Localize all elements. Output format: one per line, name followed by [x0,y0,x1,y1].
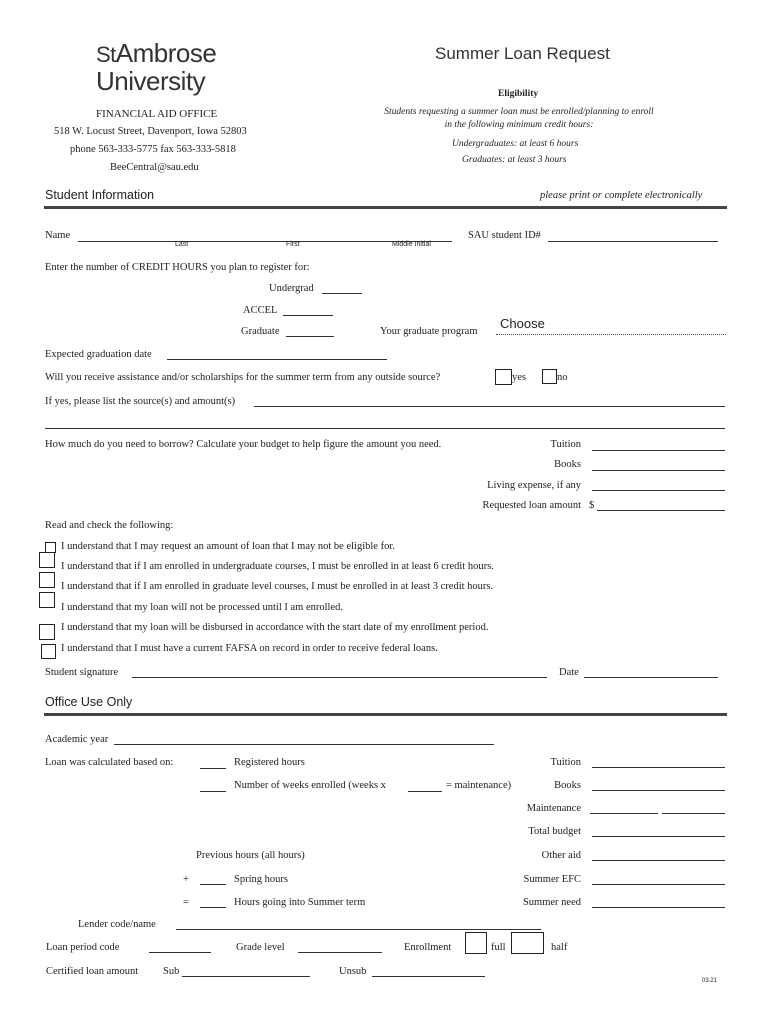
statement-checkbox-3[interactable] [39,572,55,588]
office-address: 518 W. Locust Street, Davenport, Iowa 52803 [54,126,247,137]
calc-based-label: Loan was calculated based on: [45,757,174,768]
unsub-input[interactable] [372,976,485,977]
plus-sign: + [183,874,189,885]
statement-checkbox-6[interactable] [41,644,56,659]
first-caption: First [286,241,300,248]
weeks-blank[interactable] [200,791,226,792]
logo-saint: St [96,42,116,67]
assistance-question: Will you receive assistance and/or scholarships for the summer term from any outside source? [45,372,441,383]
expected-grad-label: Expected graduation date [45,349,152,360]
half-label: half [551,942,568,953]
half-checkbox[interactable] [511,932,544,954]
equals-sign: = [183,897,189,908]
office-tuition-label: Tuition [550,757,581,768]
middle-caption: Middle Initial [392,241,431,248]
logo-university: University [96,66,206,96]
date-label: Date [559,667,579,678]
loan-period-label: Loan period code [46,942,120,953]
loan-period-input[interactable] [149,952,211,953]
student-id-input[interactable] [548,241,718,242]
expected-grad-input[interactable] [167,359,387,360]
other-aid-input[interactable] [592,860,725,861]
grad-program-label: Your graduate program [380,326,478,337]
office-tuition-input[interactable] [592,767,725,768]
grad-requirement: Graduates: at least 3 hours [462,155,567,165]
logo-ambrose: Ambrose [115,38,217,68]
summer-hours-label: Hours going into Summer term [234,897,366,908]
sources-input-line2[interactable] [45,428,725,429]
sub-input[interactable] [182,976,310,977]
office-name: FINANCIAL AID OFFICE [96,108,218,120]
name-label: Name [45,230,71,241]
read-check-label: Read and check the following: [45,520,174,531]
summer-need-label: Summer need [522,897,581,908]
books-input[interactable] [592,470,725,471]
undergrad-hours-input[interactable] [322,293,362,294]
student-info-heading: Student Information [45,188,155,202]
office-phone-fax: phone 563-333-5775 fax 563-333-5818 [70,144,236,155]
date-input[interactable] [584,677,718,678]
grade-level-input[interactable] [298,952,382,953]
no-checkbox[interactable] [542,369,557,384]
no-label: no [557,372,568,383]
footer-code: 03.21 [702,978,718,984]
statement-3: I understand that if I am enrolled in graduate level courses, I must be enrolled in at least 3 credit hours. [61,581,494,592]
statement-checkbox-2[interactable] [39,552,55,568]
lender-input[interactable] [176,929,541,930]
spring-hours-label: Spring hours [234,874,288,885]
tuition-input[interactable] [592,450,725,451]
sub-label: Sub [163,966,180,977]
office-books-input[interactable] [592,790,725,791]
registered-hours-blank[interactable] [200,768,226,769]
sources-label: If yes, please list the source(s) and amount(s) [45,396,236,407]
living-input[interactable] [592,490,725,491]
credit-prompt: Enter the number of CREDIT HOURS you plan to register for: [45,262,310,273]
office-maintenance-input-b[interactable] [662,813,725,814]
grade-level-label: Grade level [236,942,285,953]
office-use-heading: Office Use Only [45,695,133,709]
yes-checkbox[interactable] [495,369,512,385]
weeks-enrolled-label: Number of weeks enrolled (weeks x [234,780,386,791]
academic-year-label: Academic year [45,734,109,745]
grad-program-select[interactable] [496,316,726,335]
unsub-label: Unsub [339,966,367,977]
statement-4: I understand that my loan will not be processed until I am enrolled. [61,602,343,613]
eligibility-text: Students requesting a summer loan must be enrolled/planning to enroll in the following minimum credit hours: [384,107,654,130]
last-caption: Last [175,241,189,248]
previous-hours-label: Previous hours (all hours) [196,850,305,861]
academic-year-input[interactable] [114,744,494,745]
spring-hours-blank[interactable] [200,884,226,885]
certified-amount-label: Certified loan amount [46,966,139,977]
office-divider [44,713,727,716]
weeks-multiplier-blank[interactable] [408,791,442,792]
accel-label: ACCEL [243,305,278,316]
signature-label: Student signature [45,667,119,678]
summer-need-input[interactable] [592,907,725,908]
registered-hours-label: Registered hours [234,757,305,768]
tuition-label: Tuition [550,439,581,450]
section-divider [44,206,727,209]
total-budget-input[interactable] [592,836,725,837]
requested-label: Requested loan amount [482,500,581,511]
accel-hours-input[interactable] [283,315,333,316]
signature-input[interactable] [132,677,547,678]
statement-checkbox-5[interactable] [39,624,55,640]
total-budget-label: Total budget [528,826,581,837]
print-note: please print or complete electronically [540,190,703,201]
statement-1: I understand that I may request an amount of loan that I may not be eligible for. [61,541,395,552]
books-label: Books [554,459,581,470]
eligibility-title: Eligibility [498,89,539,99]
summer-efc-input[interactable] [592,884,725,885]
yes-label: yes [512,372,526,383]
dollar-sign: $ [589,500,595,511]
graduate-label: Graduate [241,326,280,337]
maintenance-eq-label: = maintenance) [446,780,512,791]
summer-efc-label: Summer EFC [523,874,581,885]
borrow-question: How much do you need to borrow? Calculate your budget to help figure the amount you need. [45,439,442,450]
graduate-hours-input[interactable] [286,336,334,337]
form-title: Summer Loan Request [435,44,610,63]
office-maintenance-label: Maintenance [526,803,581,814]
office-books-label: Books [554,780,581,791]
full-label: full [491,942,506,953]
requested-input[interactable] [597,510,725,511]
summer-hours-blank[interactable] [200,907,226,908]
other-aid-label: Other aid [541,850,581,861]
undergrad-requirement: Undergraduates: at least 6 hours [452,139,579,149]
student-id-label: SAU student ID# [468,230,541,241]
full-checkbox[interactable] [465,932,487,954]
sources-input-line1[interactable] [254,406,725,407]
statement-checkbox-4[interactable] [39,592,55,608]
grad-program-value: Choose [500,316,545,331]
statement-5: I understand that my loan will be disbursed in accordance with the start date of my enrollment period. [61,622,489,633]
lender-label: Lender code/name [78,919,156,930]
office-maintenance-input-a[interactable] [590,813,658,814]
office-email: BeeCentral@sau.edu [110,162,199,173]
enrollment-label: Enrollment [404,942,452,953]
statement-6: I understand that I must have a current FAFSA on record in order to receive federal loans. [61,643,438,654]
living-label: Living expense, if any [487,480,581,491]
undergrad-label: Undergrad [269,283,314,294]
university-logo [96,40,216,94]
statement-2: I understand that if I am enrolled in undergraduate courses, I must be enrolled in at least 6 credit hours. [61,561,494,572]
